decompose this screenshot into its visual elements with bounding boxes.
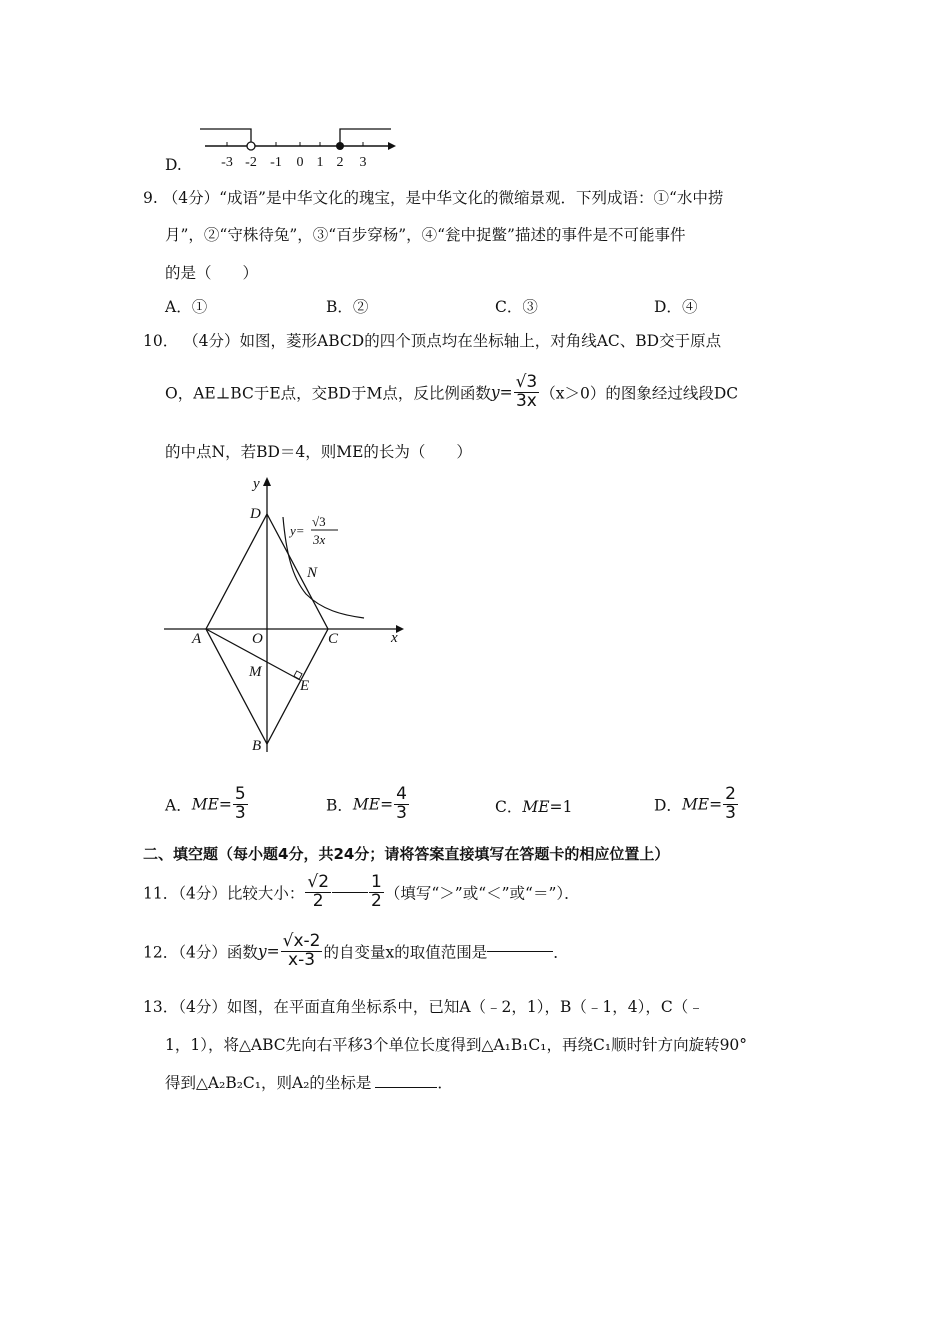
q10-number: 10．: [143, 332, 179, 350]
q12-answer-blank[interactable]: [487, 951, 553, 952]
q10-option-d[interactable]: D．ME= $\frac{2}{3}$: [654, 784, 736, 823]
tick-label: -2: [245, 155, 257, 170]
q9-option-c[interactable]: C．③: [495, 298, 538, 316]
label-x: x: [391, 630, 398, 646]
q9-line1: [143, 186, 723, 208]
q9-option-a[interactable]: A．①: [165, 298, 208, 316]
label-e: E: [300, 678, 310, 694]
left-ray: [200, 129, 251, 146]
q9-option-d[interactable]: D．④: [654, 298, 698, 316]
tick-label: 2: [336, 155, 344, 170]
section-2-title: 二、填空题（每小题4分，共24分；请将答案直接填写在答题卡的相应位置上）: [143, 845, 670, 863]
q11-fraction-b: $\frac{1}{2}$: [371, 872, 382, 911]
q10-text-line1: （4分）如图，菱形ABCD的四个顶点均在坐标轴上，对角线AC、BD交于原点: [183, 332, 722, 350]
q13-line1: 13．（4分）如图，在平面直角坐标系中，已知A（﹣2，1），B（﹣1，4），C（﹣: [143, 998, 704, 1016]
q8-option-d-label: D.: [165, 156, 182, 174]
q13-line2: 1，1），将△ABC先向右平移3个单位长度得到△A₁B₁C₁，再绕C₁顺时针方向旋转90°: [165, 1036, 748, 1054]
curve-label-den: 3x: [313, 532, 326, 547]
q10-line3: 的中点N，若BD＝4，则ME的长为（ ）: [165, 443, 472, 461]
q11-number: 11．: [143, 884, 179, 903]
closed-point: [336, 142, 344, 150]
label-y: y: [253, 476, 260, 492]
q9-line3: 的是（ ）: [165, 264, 259, 282]
label-a: A: [192, 631, 202, 647]
q10-func-lhs: y=: [490, 383, 513, 402]
q13-line3: 得到△A₂B₂C₁，则A₂的坐标是 ．: [165, 1074, 453, 1092]
open-point: [247, 142, 255, 150]
q11: 11．（4分）比较大小： $\frac{√2}{2}$ $\frac{1}{2}$ （填写“＞”或“＜”或“＝”）．: [143, 872, 580, 911]
q12-number: 12．: [143, 943, 179, 962]
q9-option-b[interactable]: B．②: [326, 298, 369, 316]
curve-label-lhs: y=: [290, 523, 305, 538]
tick-label: 0: [296, 155, 304, 170]
tick-label: 3: [359, 155, 367, 170]
q10-line2: O，AE⊥BC于E点，交BD于M点，反比例函数y= $\frac{√3}{3x}$ （x＞0）的图象经过线段DC: [165, 372, 739, 411]
q10-option-c[interactable]: C．ME=1: [495, 798, 573, 816]
label-c: C: [328, 631, 339, 647]
q10-func-fraction: $\frac{√3}{3x}$: [515, 372, 538, 411]
q10-option-a[interactable]: A．ME= $\frac{5}{3}$: [165, 784, 246, 823]
tick-label: 1: [316, 155, 324, 170]
q13-answer-blank[interactable]: [375, 1087, 437, 1088]
q11-fraction-a: $\frac{√2}{2}$: [307, 872, 330, 911]
q9-text-line1: （4分）“成语”是中华文化的瑰宝，是中华文化的微缩景观．下列成语：①“水中捞: [162, 189, 724, 207]
q12: 12．（4分）函数y= $\frac{√x-2}{x-3}$ 的自变量x的取值范围是 ．: [143, 931, 569, 970]
q8-option-d: [165, 156, 182, 174]
rhombus-figure: [160, 472, 410, 757]
number-line-figure: [190, 120, 405, 175]
label-b: B: [252, 738, 262, 754]
y-axis-arrow: [263, 477, 271, 486]
label-o: O: [252, 631, 263, 647]
label-d: D: [250, 506, 261, 522]
q9-number: 9.: [143, 189, 158, 207]
q11-answer-blank[interactable]: [332, 892, 368, 893]
q10-option-b[interactable]: B．ME= $\frac{4}{3}$: [326, 784, 407, 823]
q13-number: 13．: [143, 998, 179, 1016]
q10-line1: [143, 329, 721, 351]
label-m: M: [249, 664, 262, 680]
q12-fraction: $\frac{√x-2}{x-3}$: [282, 931, 321, 970]
tick-label: -1: [270, 155, 282, 170]
curve-label-num: √3: [312, 514, 326, 529]
label-n: N: [307, 565, 318, 581]
right-ray: [340, 129, 391, 146]
number-line-arrow: [388, 142, 396, 150]
q9-line2: 月”，②“守株待兔”，③“百步穿杨”，④“瓮中捉鳖”描述的事件是不可能事件: [165, 226, 686, 244]
tick-label: -3: [221, 155, 233, 170]
